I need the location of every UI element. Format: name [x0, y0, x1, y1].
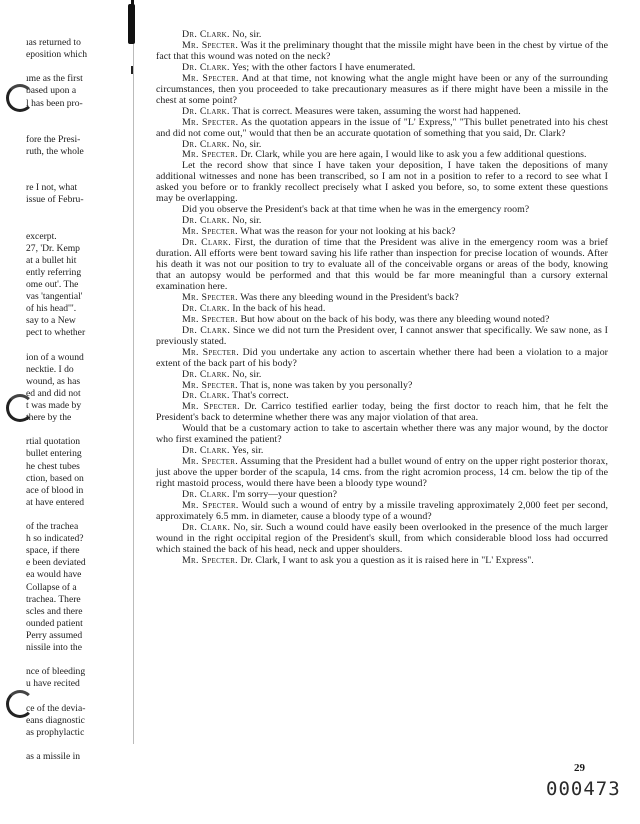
testimony-paragraph: [156, 556, 608, 567]
adjacent-page-line: space, if there: [26, 545, 80, 557]
paragraph-text: First, the duration of time that the President was alive in the emergency room was a brief duration. All efforts were bent toward saving his life rather than inspection for precise location of wounds. After his death it was not our position to try to evaluate all of the conceivable organs or areas of the body, knowing that an autopsy would be performed and that this would be far more meaningful than a cursory external examination here.: [156, 237, 609, 292]
speaker-label: Mr. Specter.: [182, 149, 238, 161]
adjacent-page-line: there by the: [26, 412, 72, 424]
adjacent-page-line: nissile into the: [26, 642, 82, 653]
paragraph-text: No, sir.: [232, 138, 262, 150]
adjacent-page-line: vas 'tangential': [26, 291, 83, 303]
testimony-paragraph: [156, 523, 608, 556]
adjacent-page-line: ıas returned to: [26, 37, 81, 48]
paragraph-text: Would that be a customary action to take to ascertain whether there was any major wound, by the doctor who first examined the patient?: [156, 423, 608, 446]
paragraph-text: That is, none was taken by you personally?: [240, 379, 413, 391]
paragraph-text: That is correct. Measures were taken, assuming the worst had happened.: [232, 105, 521, 117]
speaker-label: Mr. Specter.: [182, 379, 238, 391]
adjacent-page-line: t was made by: [26, 400, 82, 411]
paragraph-text: Yes; with the other factors I have enumerated.: [231, 61, 416, 73]
paragraph-text: What was the reason for your not looking at his back?: [240, 226, 456, 238]
paragraph-text: No, sir.: [232, 215, 262, 227]
adjacent-page-line: rtial quotation: [26, 436, 81, 448]
speaker-label: Dr. Clark.: [182, 489, 230, 501]
speaker-label: Dr. Clark.: [182, 138, 230, 150]
paragraph-text: As the quotation appears in the issue of "L' Express," "This bullet penetrated into his chest and did not come out," would that then be an accurate quotation of something that you said, Dr. Clark?: [156, 116, 609, 139]
paragraph-text: Since we did not turn the President over, I cannot answer that specifically. We saw none, as I previously stated.: [156, 324, 608, 347]
speaker-label: Dr. Clark.: [182, 215, 230, 227]
testimony-paragraph: [156, 424, 608, 446]
punch-hole: [6, 394, 34, 422]
adjacent-page-line: wound, as has: [26, 375, 81, 387]
adjacent-page-line: of his head'".: [26, 303, 77, 315]
adjacent-page-line: ace of blood in: [26, 484, 84, 496]
speaker-label: Dr. Clark.: [182, 29, 230, 40]
adjacent-page-line: he chest tubes: [26, 460, 80, 472]
speaker-label: Mr. Specter.: [182, 291, 238, 303]
speaker-label: Mr. Specter.: [182, 313, 238, 325]
adjacent-page-line: re I not, what: [26, 182, 78, 194]
paragraph-text: Did you observe the President's back at that time when he was in the emergency room?: [182, 204, 530, 216]
speaker-label: Mr. Specter.: [182, 401, 240, 413]
adjacent-page-line: fore the Presi-: [26, 133, 81, 145]
adjacent-page-line: scles and there: [26, 605, 83, 617]
adjacent-page-line: 27, 'Dr. Kemp: [26, 242, 80, 254]
testimony-paragraph: [156, 457, 608, 490]
paragraph-text: No, sir.: [232, 368, 262, 380]
testimony-text: [156, 30, 608, 567]
punch-hole: [6, 690, 34, 718]
speaker-label: Dr. Clark.: [182, 61, 230, 73]
adjacent-page-line: eans diagnostic: [26, 714, 85, 726]
speaker-label: Dr. Clark.: [182, 237, 231, 249]
testimony-paragraph: [156, 326, 608, 348]
adjacent-page-line: bullet entering: [26, 448, 82, 460]
speaker-label: Dr. Clark.: [182, 324, 231, 336]
testimony-paragraph: [156, 501, 608, 523]
speaker-label: Dr. Clark.: [182, 390, 230, 402]
adjacent-page-line: ce of the devia-: [26, 702, 86, 714]
testimony-paragraph: [156, 118, 608, 140]
paragraph-text: No, sir.: [232, 29, 262, 40]
testimony-paragraph: [156, 74, 608, 107]
adjacent-page-line: ion of a wound: [26, 351, 84, 363]
adjacent-page-line: ounded patient: [26, 617, 83, 629]
adjacent-page-line: Perry assumed: [26, 629, 83, 641]
punch-hole: [6, 84, 34, 112]
adjacent-page-line: eposition which: [26, 49, 88, 61]
adjacent-page-line: excerpt.: [26, 230, 57, 242]
adjacent-page-line: ed and did not: [26, 387, 81, 399]
paragraph-text: No, sir. Such a wound could have easily been overlooked in the presence of the much larger wound in the right occipital region of the President's skull, from which considerable blood loss had occurred which stained the back of his head, neck and upper shoulders.: [156, 521, 608, 555]
paragraph-text: That's correct.: [232, 390, 289, 402]
testimony-paragraph: [156, 161, 608, 205]
paragraph-text: Did you undertake any action to ascertain whether there had been a violation to a major extent of the back part of his body?: [156, 346, 609, 369]
paragraph-text: And at that time, not knowing what the angle might have been or any of the surrounding circumstances, then you proceeded to take precautionary measures as if there might have been a missile in the chest at some point?: [156, 72, 609, 106]
adjacent-page-line: l has been pro-: [26, 97, 83, 109]
speaker-label: Dr. Clark.: [182, 368, 230, 380]
adjacent-page-line: e been deviated: [26, 557, 86, 569]
speaker-label: Mr. Specter.: [182, 554, 238, 566]
paragraph-text: Let the record show that since I have taken your deposition, I have taken the depositions of many additional witnesses and none has been transcribed, so I am not in a position to refer to a record to see what I asked you before or to frankly recollect precisely what I asked you before, so, to some extent these questions may be overlapping.: [156, 160, 608, 205]
gutter-line: [133, 44, 134, 744]
adjacent-page-line: at a bullet hit: [26, 254, 77, 266]
adjacent-page-line: based upon a: [26, 85, 77, 97]
adjacent-page-line: ea would have: [26, 569, 82, 581]
paragraph-text: Assuming that the President had a bullet wound of entry on the upper right posterior thorax, just above the upper border of the scapula, 14 cms. from the right acromion process, 14 cm. below the tip of the right mastoid process, would there have been a bloody type wound?: [156, 456, 609, 490]
adjacent-page-line: of the trachea: [26, 521, 79, 532]
adjacent-page-line: ruth, the whole: [26, 145, 84, 157]
paragraph-text: Yes, sir.: [231, 445, 264, 457]
speaker-label: Dr. Clark.: [182, 521, 231, 533]
paragraph-text: Was it the preliminary thought that the missile might have been in the chest by virtue of the fact that this wound was noted on the neck?: [156, 39, 609, 62]
adjacent-page-line: at have entered: [26, 496, 85, 508]
testimony-paragraph: [156, 238, 608, 293]
speaker-label: Mr. Specter.: [182, 72, 239, 84]
speaker-label: Dr. Clark.: [182, 302, 230, 314]
adjacent-page-line: pect to whether: [26, 327, 86, 339]
adjacent-page-line: nce of bleeding: [26, 666, 86, 678]
document-stamp: 000473: [546, 778, 621, 800]
speaker-label: Mr. Specter.: [182, 346, 240, 358]
adjacent-page-line: u have recited: [26, 678, 80, 690]
adjacent-page-line: necktie. I do: [26, 363, 74, 375]
adjacent-page-line: h so indicated?: [26, 533, 84, 545]
adjacent-page-line: as a missile in: [26, 750, 81, 762]
adjacent-page-line: trachea. There: [26, 593, 81, 605]
paragraph-text: Dr. Clark, I want to ask you a question as it is raised here in "L' Express".: [240, 554, 534, 566]
adjacent-page-line: issue of Febru-: [26, 194, 84, 206]
testimony-paragraph: [156, 402, 608, 424]
adjacent-page-line: ction, based on: [26, 472, 84, 484]
adjacent-page-line: ently referring: [26, 266, 82, 278]
page-number: 29: [574, 762, 585, 774]
adjacent-page-line: Collapse of a: [26, 581, 77, 593]
speaker-label: Dr. Clark.: [182, 445, 230, 457]
testimony-paragraph: [156, 348, 608, 370]
paragraph-text: Would such a wound of entry by a missile traveling approximately 2,000 feet per second, approximately 6.5 mm. in diameter, cause a bloody type of a wound?: [156, 499, 609, 522]
adjacent-page-line: ıme as the first: [26, 73, 83, 85]
paragraph-text: Dr. Clark, while you are here again, I would like to ask you a few additional questions.: [240, 149, 587, 161]
paragraph-text: But how about on the back of his body, was there any bleeding wound noted?: [240, 313, 550, 325]
speaker-label: Mr. Specter.: [182, 116, 239, 128]
speaker-label: Mr. Specter.: [182, 226, 238, 238]
testimony-paragraph: [156, 41, 608, 63]
adjacent-page-line: ome out'. The: [26, 279, 79, 290]
paragraph-text: In the back of his head.: [232, 302, 326, 314]
paragraph-text: Was there any bleeding wound in the President's back?: [240, 291, 459, 303]
paragraph-text: Dr. Carrico testified earlier today, being the first doctor to reach him, that he felt the President's back to determine whether there was any major violation of that area.: [156, 401, 608, 424]
adjacent-page-line: say to a New: [26, 315, 76, 327]
speaker-label: Mr. Specter.: [182, 456, 239, 468]
speaker-label: Dr. Clark.: [182, 105, 230, 117]
speaker-label: Mr. Specter.: [182, 499, 239, 511]
adjacent-page-line: as prophylactic: [26, 726, 85, 738]
speaker-label: Mr. Specter.: [182, 39, 239, 51]
paragraph-text: I'm sorry—your question?: [232, 489, 337, 501]
